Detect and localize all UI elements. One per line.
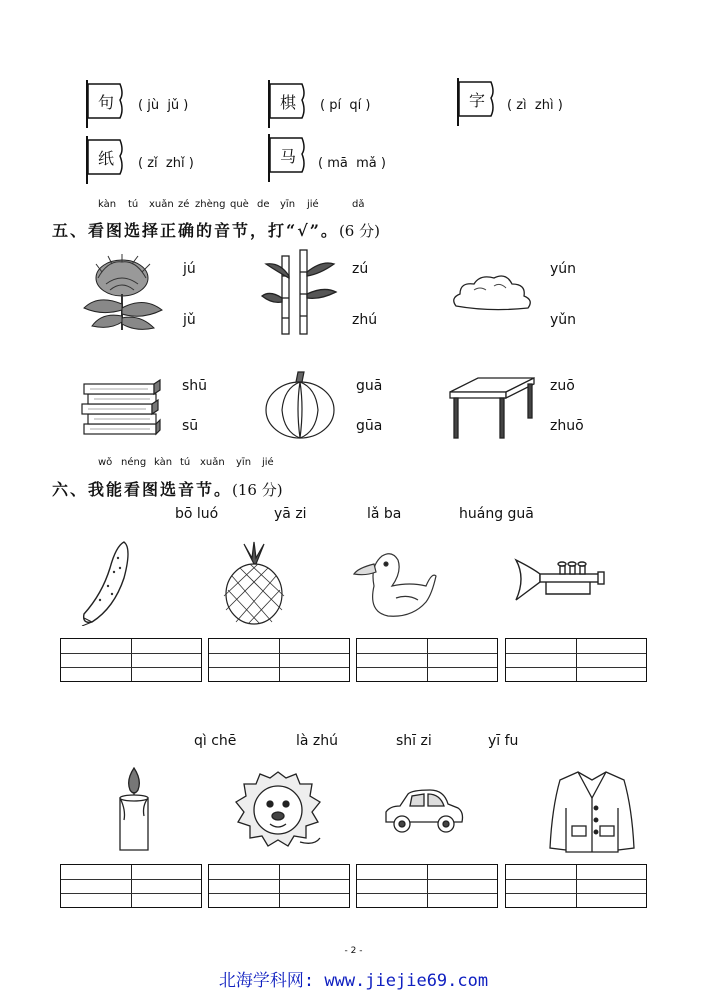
pinyin-choices[interactable]: ( pí qí ) [320,98,371,113]
syllable-option: huáng guā [459,506,534,522]
syllable-option: yā zi [274,506,307,522]
section-heading [52,477,283,500]
car-picture [382,786,466,836]
option-syllable[interactable]: zhuō [550,418,584,434]
option-syllable[interactable]: zhú [352,312,378,328]
option-syllable[interactable]: yǔn [550,312,577,328]
answer-grid[interactable] [505,864,647,908]
option-syllable[interactable]: jǔ [183,312,196,328]
flag-character: 马 [279,147,296,166]
flag-character: 纸 [97,149,114,168]
syllable-option: bō luó [175,506,219,522]
option-syllable[interactable]: shū [182,378,208,394]
syllable-option: yī fu [488,733,519,749]
syllable-option: qì chē [194,733,237,749]
cucumber-picture [74,538,136,626]
footer-website[interactable]: 北海学科网: www.jiejie69.com [218,971,489,991]
answer-grid[interactable] [356,864,498,908]
heading-text: 六、我能看图选音节。 [52,480,233,499]
option-syllable[interactable]: zuō [550,378,575,394]
pinyin-choices[interactable]: ( zǐ zhǐ ) [138,156,194,171]
ruby-pinyin: tú [128,199,139,210]
flag-icon [266,80,306,124]
ruby-pinyin: de [257,199,270,210]
ruby-pinyin: néng [121,457,147,468]
bamboo-picture [260,246,338,336]
flag-icon [266,134,306,178]
ruby-pinyin: wǒ [98,457,113,468]
candle-picture [112,766,156,854]
books-picture [80,376,164,436]
option-syllable[interactable]: zú [352,261,369,277]
pinyin-choices[interactable]: ( jù jǔ ) [138,98,189,113]
flag-icon [84,136,124,180]
chrysanthemum-picture [78,250,166,332]
syllable-option: là zhú [296,733,339,749]
pinyin-choices[interactable]: ( mā mǎ ) [318,156,386,171]
trumpet-picture [512,556,606,608]
table-picture [448,374,536,440]
option-syllable[interactable]: sū [182,418,199,434]
score-text: (16 分) [232,481,283,499]
duck-picture [352,542,440,624]
ruby-pinyin: yīn [236,457,252,468]
ruby-pinyin: jié [262,457,274,468]
answer-grid[interactable] [208,638,350,682]
ruby-pinyin: xuǎn [149,199,174,210]
heading-text: 五、看图选择正确的音节，打“√”。 [52,221,339,240]
flag-character: 句 [97,93,114,112]
flag-character: 字 [468,91,485,110]
ruby-pinyin: kàn [98,199,117,210]
answer-grid[interactable] [208,864,350,908]
page-number: - 2 - [344,946,363,956]
ruby-pinyin: zhèng [195,199,226,210]
option-syllable[interactable]: yún [550,261,577,277]
jacket-picture [548,768,636,854]
ruby-pinyin: tú [180,457,191,468]
pumpkin-picture [262,368,338,442]
answer-grid[interactable] [60,864,202,908]
pineapple-picture [222,540,286,626]
answer-grid[interactable] [356,638,498,682]
lion-picture [232,768,324,854]
flag-character: 棋 [279,93,296,112]
flag-icon [84,80,124,124]
ruby-pinyin: yīn [280,199,296,210]
syllable-option: lǎ ba [367,506,402,522]
ruby-pinyin: què [230,199,249,210]
pinyin-choices[interactable]: ( zì zhì ) [507,98,563,113]
answer-grid[interactable] [60,638,202,682]
flag-icon [455,78,495,122]
option-syllable[interactable]: guā [356,378,383,394]
ruby-pinyin: xuǎn [200,457,225,468]
ruby-pinyin: jié [307,199,319,210]
option-syllable[interactable]: gūa [356,418,383,434]
section-heading [52,218,380,241]
score-text: (6 分) [338,222,380,240]
ruby-pinyin: kàn [154,457,173,468]
ruby-pinyin: zé [178,199,190,210]
cloud-picture [450,272,534,314]
answer-grid[interactable] [505,638,647,682]
option-syllable[interactable]: jú [183,261,196,277]
syllable-option: shī zi [396,733,432,749]
ruby-pinyin: dǎ [352,199,365,210]
